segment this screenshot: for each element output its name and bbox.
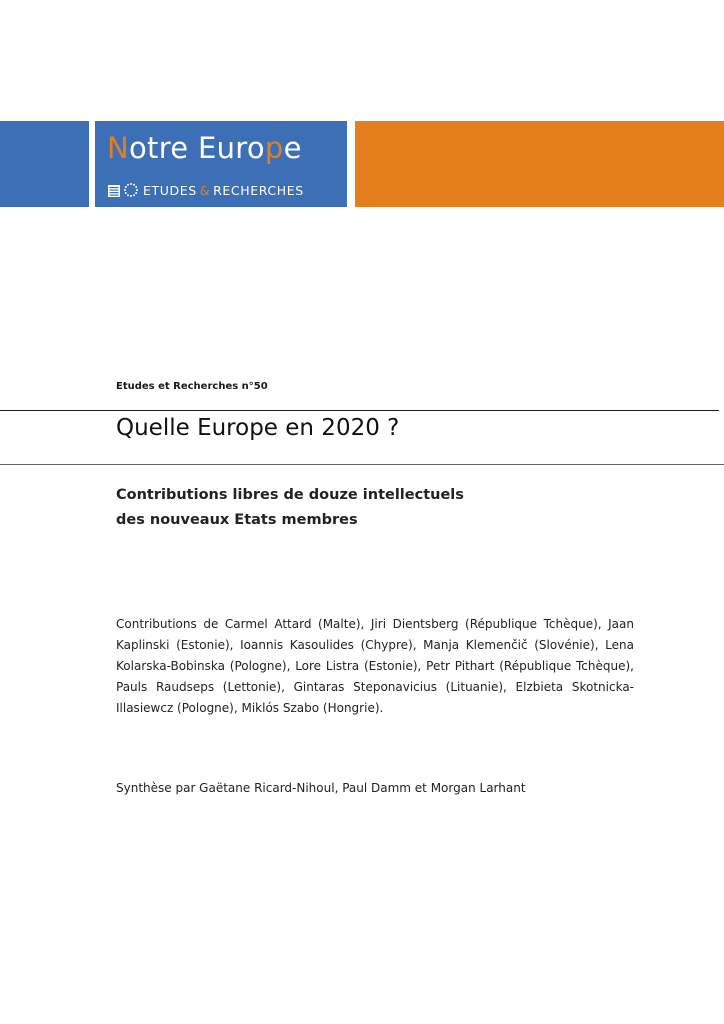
header-band-right — [355, 121, 724, 207]
logo-subtitle — [107, 182, 304, 198]
subtitle-line-1: Contributions libres de douze intellectuels — [116, 487, 464, 503]
synthese-line: Synthèse par Gaëtane Ricard-Nihoul, Paul Damm et Morgan Larhant — [116, 781, 526, 795]
document-title: Quelle Europe en 2020 ? — [116, 415, 400, 441]
document-icon — [107, 183, 121, 197]
header-band-left — [0, 121, 89, 207]
document-subtitle — [116, 483, 636, 533]
eu-stars-icon — [123, 182, 139, 198]
logo-title: Notre Europe — [107, 131, 302, 165]
logo-subtitle-text: ETUDES & RECHERCHES — [143, 182, 304, 198]
title-rule-top — [0, 410, 719, 411]
series-label: Etudes et Recherches n°50 — [116, 381, 268, 392]
notre-europe-logo — [95, 121, 347, 207]
contributors-paragraph: Contributions de Carmel Attard (Malte), Jiri Dientsberg (République Tchèque), Jaan Kaplinski (Estonie), Ioannis Kasoulides (Chypre), Manja Klemenčič (Slovénie), Lena Kolarska-Bobinska (Pologne), Lore Listra (Estonie), Petr Pithart (République Tchèque), Pauls Raudseps (Lettonie), Gintaras Steponavicius (Lituanie), Elzbieta Skotnicka-Illasiewcz (Pologne), Miklós Szabo (Hongrie). — [116, 617, 634, 715]
title-rule-bottom — [0, 464, 724, 465]
subtitle-line-2: des nouveaux Etats membres — [116, 512, 358, 528]
